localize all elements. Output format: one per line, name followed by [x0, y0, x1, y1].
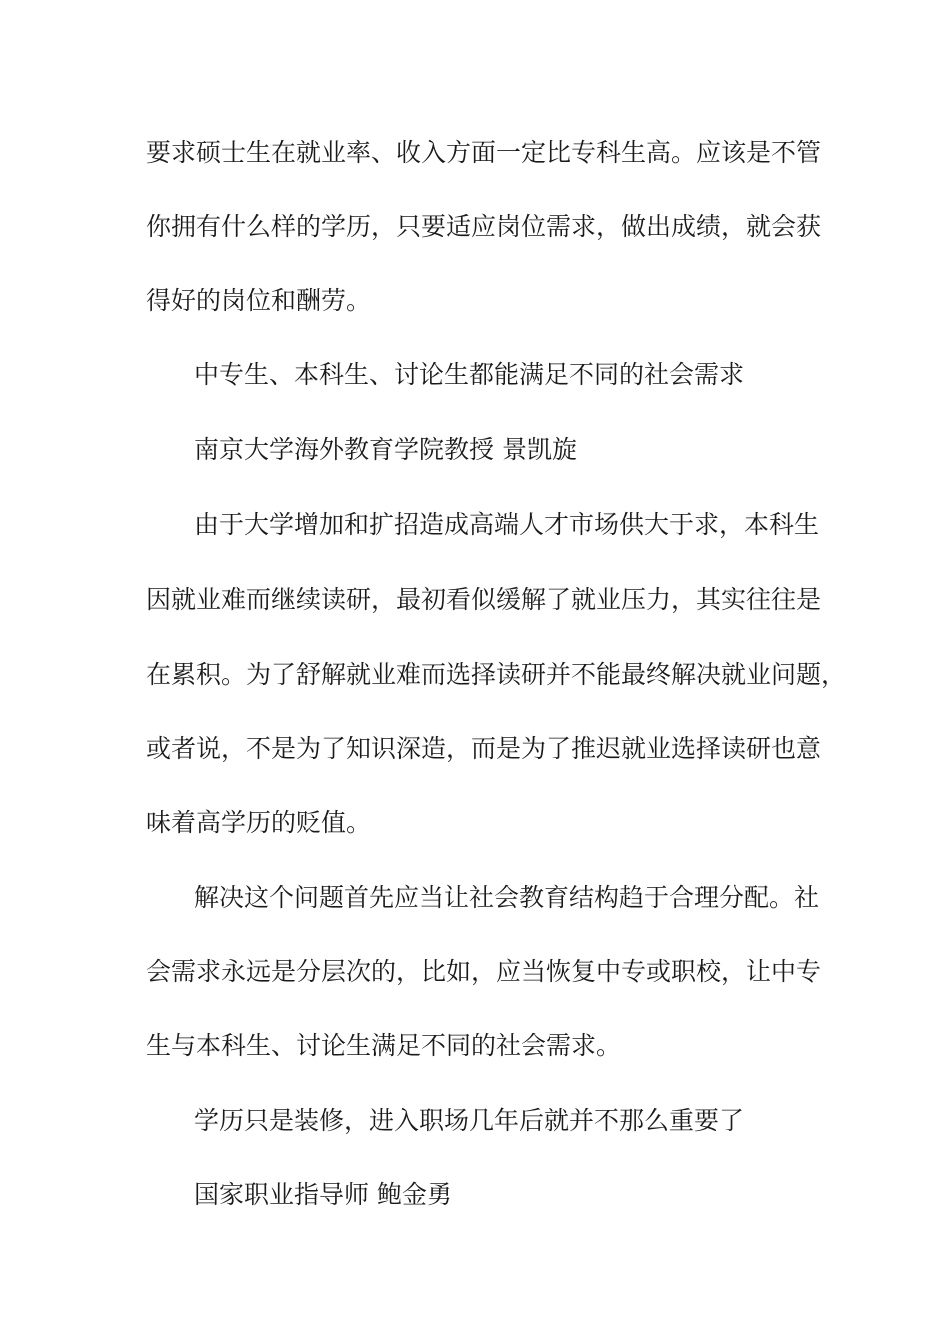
paragraph-line: 得好的岗位和酬劳。 [146, 286, 372, 315]
paragraph-line: 因就业难而继续读研，最初看似缓解了就业压力，其实往往是 [146, 585, 822, 614]
paragraph-line: 生与本科生、讨论生满足不同的社会需求。 [146, 1031, 622, 1060]
paragraph-line: 由于大学增加和扩招造成高端人才市场供大于求，本科生 [194, 510, 820, 539]
section-heading: 中专生、本科生、讨论生都能满足不同的社会需求 [194, 360, 745, 389]
paragraph-line: 在累积。为了舒解就业难而选择读研并不能最终解决就业问题， [146, 660, 847, 689]
author-byline: 南京大学海外教育学院教授 景凯旋 [194, 435, 577, 464]
paragraph-line: 味着高学历的贬值。 [146, 808, 372, 837]
section-heading: 学历只是装修，进入职场几年后就并不那么重要了 [194, 1106, 745, 1135]
author-byline: 国家职业指导师 鲍金勇 [194, 1180, 452, 1209]
paragraph-line: 会需求永远是分层次的，比如，应当恢复中专或职校，让中专 [146, 957, 822, 986]
paragraph-line: 要求硕士生在就业率、收入方面一定比专科生高。应该是不管 [146, 138, 822, 167]
paragraph-line: 解决这个问题首先应当让社会教育结构趋于合理分配。社 [194, 883, 820, 912]
paragraph-line: 你拥有什么样的学历，只要适应岗位需求，做出成绩，就会获 [146, 212, 822, 241]
paragraph-line: 或者说，不是为了知识深造，而是为了推迟就业选择读研也意 [146, 734, 822, 763]
